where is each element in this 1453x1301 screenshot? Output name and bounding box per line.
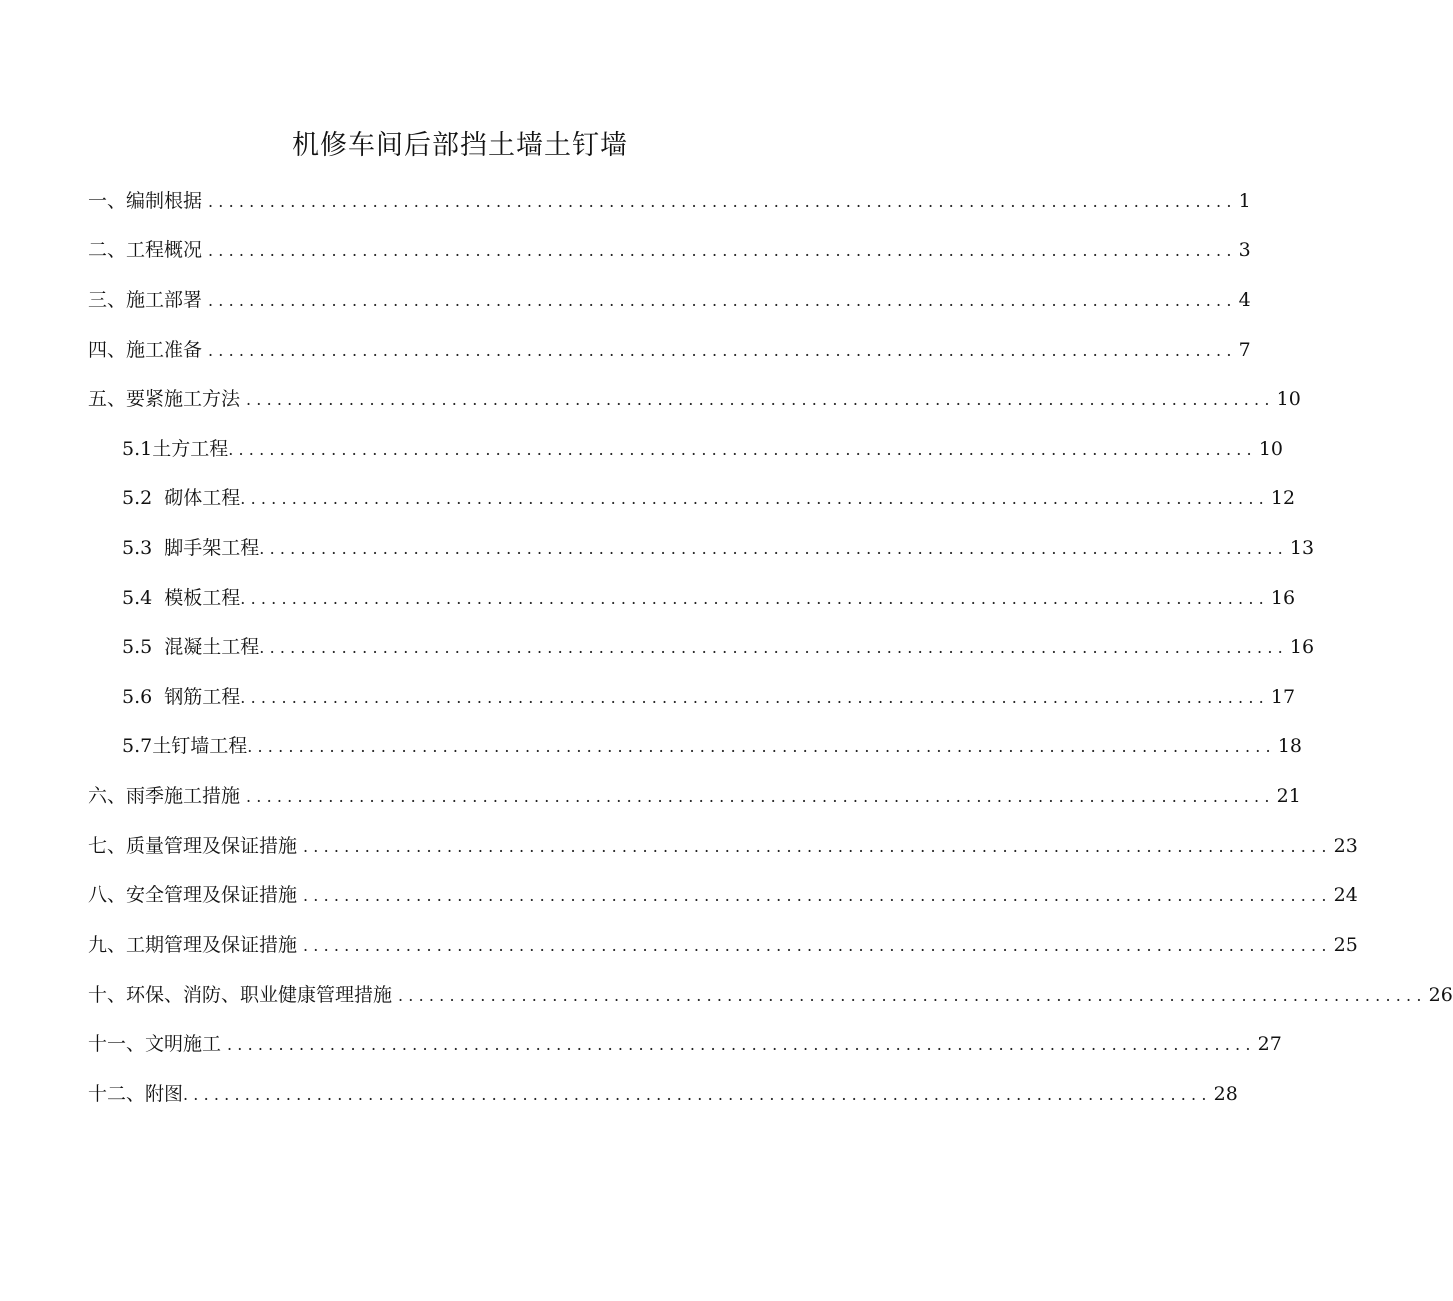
toc-entry-page: 25: [1333, 934, 1358, 956]
toc-leader-dots: ....................................................................................................: [398, 986, 1427, 1005]
toc-entry-label: 九、工期管理及保证措施: [88, 934, 298, 956]
toc-entry-label: 5.1土方工程: [122, 438, 229, 460]
toc-entry[interactable]: [122, 434, 1283, 464]
toc-entry-label: 五、要紧施工方法: [88, 388, 241, 410]
toc-entry-page: 3: [1238, 239, 1251, 261]
toc-leader-dots: ....................................................................................................: [259, 539, 1288, 558]
toc-entry-page: 18: [1277, 735, 1302, 757]
toc-entry-label: 5.2 砌体工程: [122, 487, 241, 509]
toc-leader-dots: ....................................................................................................: [240, 688, 1269, 707]
toc-entry[interactable]: [88, 930, 1358, 960]
toc-entry-label: 十、环保、消防、职业健康管理措施: [88, 984, 393, 1006]
toc-leader-dots: ....................................................................................................: [227, 1035, 1256, 1054]
toc-leader-dots: ....................................................................................................: [240, 489, 1269, 508]
toc-leader-dots: ....................................................................................................: [303, 886, 1332, 905]
toc-entry[interactable]: [88, 781, 1301, 811]
toc-leader-dots: ....................................................................................................: [208, 341, 1237, 360]
toc-entry[interactable]: [88, 335, 1251, 365]
toc-entry-label: 二、工程概况: [88, 239, 203, 261]
toc-entry-page: 27: [1257, 1033, 1282, 1055]
toc-leader-dots: ....................................................................................................: [208, 241, 1237, 260]
toc-entry[interactable]: [88, 880, 1358, 910]
toc-leader-dots: ....................................................................................................: [208, 192, 1237, 211]
toc-entry-page: 12: [1270, 487, 1296, 509]
toc-entry-page: 4: [1238, 289, 1251, 311]
toc-entry-page: 23: [1333, 835, 1358, 857]
toc-entry-label: 十二、附图: [88, 1083, 184, 1105]
toc-leader-dots: ....................................................................................................: [240, 589, 1269, 608]
toc-entry-label: 一、编制根据: [88, 190, 203, 212]
toc-entry-label: 5.7土钉墙工程: [122, 735, 248, 757]
toc-entry[interactable]: [122, 632, 1315, 662]
toc-leader-dots: ....................................................................................................: [303, 837, 1332, 856]
toc-entry[interactable]: [88, 285, 1251, 315]
toc-entry-label: 三、施工部署: [88, 289, 203, 311]
toc-leader-dots: ....................................................................................................: [246, 787, 1275, 806]
toc-entry[interactable]: [88, 235, 1251, 265]
toc-entry[interactable]: [122, 533, 1315, 563]
toc-entry[interactable]: [122, 731, 1302, 761]
toc-leader-dots: ....................................................................................................: [246, 390, 1275, 409]
toc-entry-page: 17: [1270, 686, 1296, 708]
toc-entry-page: 21: [1276, 785, 1301, 807]
toc-entry-page: 26: [1428, 984, 1453, 1006]
toc-entry[interactable]: [88, 831, 1358, 861]
toc-entry[interactable]: [88, 1029, 1282, 1059]
toc-leader-dots: ....................................................................................................: [247, 737, 1276, 756]
toc-entry[interactable]: [122, 483, 1296, 513]
toc-entry-label: 5.4 模板工程: [122, 587, 241, 609]
toc-leader-dots: ....................................................................................................: [259, 638, 1288, 657]
toc-entry[interactable]: [122, 583, 1296, 613]
toc-entry-page: 10: [1276, 388, 1301, 410]
toc-entry-label: 5.5 混凝土工程: [122, 636, 260, 658]
toc-entry-label: 5.6 钢筋工程: [122, 686, 241, 708]
toc-leader-dots: ....................................................................................................: [208, 291, 1237, 310]
toc-entry-label: 八、安全管理及保证措施: [88, 884, 298, 906]
toc-leader-dots: ....................................................................................................: [228, 440, 1257, 459]
toc-entry-page: 7: [1238, 339, 1251, 361]
toc-entry-label: 十一、文明施工: [88, 1033, 222, 1055]
toc-entry[interactable]: [88, 980, 1453, 1010]
toc-entry-page: 1: [1238, 190, 1251, 212]
toc-entry-label: 5.3 脚手架工程: [122, 537, 260, 559]
toc-entry-label: 六、雨季施工措施: [88, 785, 241, 807]
toc-entry-label: 七、质量管理及保证措施: [88, 835, 298, 857]
document-title: 机修车间后部挡土墙土钉墙: [292, 130, 628, 161]
toc-leader-dots: ....................................................................................................: [183, 1085, 1212, 1104]
toc-entry[interactable]: [88, 1079, 1238, 1109]
toc-leader-dots: ....................................................................................................: [303, 936, 1332, 955]
toc-entry-label: 四、施工准备: [88, 339, 203, 361]
toc-entry[interactable]: [122, 682, 1296, 712]
toc-entry[interactable]: [88, 186, 1251, 216]
toc-entry[interactable]: [88, 384, 1301, 414]
toc-entry-page: 16: [1270, 587, 1296, 609]
toc-entry-page: 16: [1289, 636, 1315, 658]
toc-entry-page: 13: [1289, 537, 1315, 559]
toc-entry-page: 10: [1258, 438, 1283, 460]
toc-entry-page: 24: [1333, 884, 1358, 906]
toc-entry-page: 28: [1213, 1083, 1238, 1105]
